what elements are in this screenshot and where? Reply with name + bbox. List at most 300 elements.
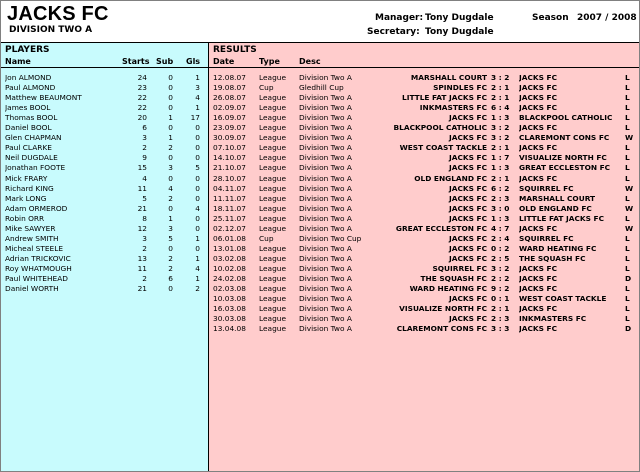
home-team: CLAREMONT CONS FC (396, 324, 487, 334)
match-competition: Division Two A (299, 143, 352, 153)
away-team: JACKS FC (519, 324, 557, 334)
away-team: JACKS FC (519, 83, 557, 93)
player-goals: 0 (195, 173, 200, 183)
match-competition: Division Two A (299, 163, 352, 173)
away-team: CLAREMONT CONS FC (519, 133, 610, 143)
player-name: Jon ALMOND (5, 73, 52, 82)
player-sub: 0 (168, 243, 173, 253)
result-row (209, 153, 639, 163)
player-row (1, 153, 208, 163)
home-team: JACKS FC (449, 183, 487, 193)
player-row (1, 174, 208, 184)
result-row (209, 184, 639, 194)
home-team: JACKS FC (449, 314, 487, 324)
player-starts: 4 (142, 173, 147, 183)
match-type: League (259, 213, 286, 223)
match-competition: Division Two A (299, 133, 352, 143)
player-sub: 0 (168, 83, 173, 93)
match-score: 2 : 1 (491, 143, 510, 153)
match-date: 11.11.07 (213, 193, 246, 203)
result-row (209, 224, 639, 234)
match-type: League (259, 253, 286, 263)
match-result: L (625, 294, 630, 304)
player-starts: 3 (142, 133, 147, 143)
match-type: Cup (259, 233, 274, 243)
player-row (1, 83, 208, 93)
match-competition: Gledhill Cup (299, 83, 344, 93)
result-row (209, 93, 639, 103)
player-name: Mick FRARY (5, 173, 48, 183)
player-row (1, 224, 208, 234)
match-date: 13.01.08 (213, 243, 246, 253)
match-result: L (625, 73, 630, 82)
result-row (209, 73, 639, 83)
match-type: League (259, 113, 286, 123)
match-result: W (625, 223, 634, 233)
player-starts: 8 (142, 213, 147, 223)
player-name: Daniel WORTH (5, 284, 59, 294)
player-sub: 6 (168, 274, 173, 283)
player-starts: 2 (142, 274, 147, 283)
away-team: BLACKPOOL CATHOLIC (519, 113, 613, 123)
player-goals: 0 (195, 133, 200, 143)
col-name: Name (5, 57, 31, 66)
match-competition: Division Two A (299, 73, 352, 82)
results-panel (209, 43, 639, 471)
player-starts: 21 (137, 284, 147, 294)
match-competition: Division Two A (299, 223, 352, 233)
match-score: 2 : 1 (491, 173, 510, 183)
col-starts: Starts (122, 57, 150, 66)
match-result: L (625, 103, 630, 113)
home-team: INKMASTERS FC (419, 103, 487, 113)
player-sub: 0 (168, 123, 173, 133)
match-type: League (259, 103, 286, 113)
player-starts: 22 (137, 103, 147, 113)
manager-value: Tony Dugdale (425, 13, 494, 23)
match-competition: Division Two A (299, 183, 352, 193)
away-team: VISUALIZE NORTH FC (519, 153, 607, 163)
result-row (209, 274, 639, 284)
home-team: JACKS FC (449, 203, 487, 213)
match-result: L (625, 153, 630, 163)
match-score: 1 : 7 (491, 153, 510, 163)
match-competition: Division Two A (299, 93, 352, 103)
player-goals: 0 (195, 153, 200, 163)
match-date: 28.10.07 (213, 173, 246, 183)
player-name: Adrian TRICKOVIC (5, 253, 71, 263)
manager-label: Manager: (375, 13, 424, 23)
home-team: GREAT ECCLESTON FC (395, 223, 487, 233)
player-row (1, 93, 208, 103)
player-goals: 1 (195, 73, 200, 82)
away-team: SQUIRREL FC (519, 183, 574, 193)
match-type: League (259, 203, 286, 213)
player-sub: 2 (168, 193, 173, 203)
player-goals: 0 (195, 223, 200, 233)
player-starts: 24 (137, 73, 147, 82)
home-team: JACKS FC (449, 153, 487, 163)
match-score: 6 : 4 (491, 103, 510, 113)
player-starts: 3 (142, 233, 147, 243)
match-result: L (625, 243, 630, 253)
home-team: JACKS FC (449, 253, 487, 263)
match-competition: Division Two A (299, 173, 352, 183)
match-result: L (625, 93, 630, 103)
away-team: JACKS FC (519, 103, 557, 113)
match-score: 2 : 1 (491, 93, 510, 103)
player-starts: 23 (137, 83, 147, 93)
home-team: THE SQUASH FC (420, 274, 487, 283)
match-date: 26.08.07 (213, 93, 246, 103)
match-competition: Division Two A (299, 314, 352, 324)
player-row (1, 194, 208, 204)
match-score: 2 : 3 (491, 314, 510, 324)
away-team: INKMASTERS FC (519, 314, 587, 324)
player-goals: 1 (195, 274, 200, 283)
match-competition: Division Two A (299, 284, 352, 294)
player-name: Richard KING (5, 183, 54, 193)
player-row (1, 133, 208, 143)
match-date: 02.12.07 (213, 223, 246, 233)
match-competition: Division Two A (299, 324, 352, 334)
player-name: Daniel BOOL (5, 123, 52, 133)
match-score: 2 : 1 (491, 304, 510, 314)
match-result: D (625, 274, 632, 283)
header (1, 1, 639, 43)
player-goals: 0 (195, 143, 200, 153)
match-type: League (259, 304, 286, 314)
match-date: 30.09.07 (213, 133, 246, 143)
player-goals: 0 (195, 123, 200, 133)
season-label: Season (532, 13, 569, 23)
player-row (1, 284, 208, 294)
player-name: Jonathan FOOTE (5, 163, 66, 173)
match-date: 24.02.08 (213, 274, 246, 283)
player-goals: 4 (195, 263, 200, 273)
player-sub: 3 (168, 163, 173, 173)
home-team: JACKS FC (449, 233, 487, 243)
player-goals: 4 (195, 93, 200, 103)
match-result: D (625, 324, 632, 334)
match-type: League (259, 123, 286, 133)
match-date: 30.03.08 (213, 314, 246, 324)
match-competition: Division Two A (299, 153, 352, 163)
away-team: GREAT ECCLESTON FC (519, 163, 611, 173)
match-type: League (259, 243, 286, 253)
player-sub: 1 (168, 133, 173, 143)
players-panel (1, 43, 209, 471)
match-result: L (625, 314, 630, 324)
col-sub: Sub (156, 57, 174, 66)
match-result: L (625, 263, 630, 273)
match-date: 25.11.07 (213, 213, 246, 223)
match-type: League (259, 143, 286, 153)
player-starts: 5 (142, 193, 147, 203)
player-name: Thomas BOOL (5, 113, 58, 123)
match-score: 2 : 5 (491, 253, 510, 263)
match-result: L (625, 123, 630, 133)
player-row (1, 163, 208, 173)
result-row (209, 113, 639, 123)
result-row (209, 83, 639, 93)
home-team: JACKS FC (449, 163, 487, 173)
match-date: 10.03.08 (213, 294, 246, 304)
player-row (1, 103, 208, 113)
match-competition: Division Two Cup (299, 233, 362, 243)
col-desc: Desc (299, 57, 321, 66)
match-score: 3 : 3 (491, 324, 510, 334)
player-starts: 13 (137, 253, 147, 263)
player-starts: 11 (137, 183, 147, 193)
result-row (209, 143, 639, 153)
home-team: WARD HEATING FC (409, 284, 487, 294)
away-team: JACKS FC (519, 274, 557, 283)
match-result: L (625, 284, 630, 294)
match-score: 2 : 1 (491, 83, 510, 93)
result-row (209, 234, 639, 244)
away-team: MARSHALL COURT (519, 193, 596, 203)
match-result: L (625, 304, 630, 314)
player-sub: 0 (168, 173, 173, 183)
match-date: 10.02.08 (213, 263, 246, 273)
player-starts: 11 (137, 263, 147, 273)
result-row (209, 174, 639, 184)
match-date: 12.08.07 (213, 73, 246, 82)
match-date: 16.03.08 (213, 304, 246, 314)
match-competition: Division Two A (299, 103, 352, 113)
match-competition: Division Two A (299, 123, 352, 133)
match-score: 6 : 2 (491, 183, 510, 193)
col-type: Type (259, 57, 280, 66)
result-row (209, 254, 639, 264)
match-date: 14.10.07 (213, 153, 246, 163)
player-name: James BOOL (5, 103, 51, 113)
away-team: JACKS FC (519, 173, 557, 183)
away-team: JACKS FC (519, 284, 557, 294)
match-type: League (259, 263, 286, 273)
match-score: 3 : 2 (491, 73, 510, 82)
match-result: L (625, 193, 630, 203)
match-date: 06.01.08 (213, 233, 246, 243)
player-starts: 20 (137, 113, 147, 123)
player-sub: 2 (168, 263, 173, 273)
match-date: 16.09.07 (213, 113, 246, 123)
away-team: OLD ENGLAND FC (519, 203, 592, 213)
match-competition: Division Two A (299, 213, 352, 223)
player-name: Micheal STEELE (5, 243, 63, 253)
match-date: 18.11.07 (213, 203, 246, 213)
player-row (1, 244, 208, 254)
match-type: League (259, 173, 286, 183)
away-team: LITTLE FAT JACKS FC (519, 213, 604, 223)
match-score: 1 : 3 (491, 213, 510, 223)
result-row (209, 314, 639, 324)
players-header-divider (1, 67, 208, 68)
match-date: 13.04.08 (213, 324, 246, 334)
match-result: L (625, 213, 630, 223)
match-score: 3 : 2 (491, 263, 510, 273)
match-result: L (625, 253, 630, 263)
match-competition: Division Two A (299, 304, 352, 314)
player-starts: 2 (142, 243, 147, 253)
result-row (209, 163, 639, 173)
player-sub: 2 (168, 143, 173, 153)
player-starts: 9 (142, 153, 147, 163)
away-team: WEST COAST TACKLE (519, 294, 607, 304)
match-type: League (259, 274, 286, 283)
player-name: Glen CHAPMAN (5, 133, 62, 143)
player-name: Paul ALMOND (5, 83, 56, 93)
match-result: L (625, 113, 630, 123)
match-date: 04.11.07 (213, 183, 246, 193)
secretary-label: Secretary: (367, 27, 420, 37)
player-goals: 1 (195, 253, 200, 263)
home-team: JACKS FC (449, 113, 487, 123)
match-result: W (625, 183, 634, 193)
match-score: 0 : 2 (491, 243, 510, 253)
player-sub: 3 (168, 223, 173, 233)
home-team: OLD ENGLAND FC (414, 173, 487, 183)
player-row (1, 274, 208, 284)
match-score: 1 : 3 (491, 163, 510, 173)
player-name: Roy WHATMOUGH (5, 263, 72, 273)
away-team: JACKS FC (519, 123, 557, 133)
away-team: JACKS FC (519, 73, 557, 82)
home-team: LITTLE FAT JACKS FC (402, 93, 487, 103)
player-row (1, 204, 208, 214)
match-date: 07.10.07 (213, 143, 246, 153)
result-row (209, 194, 639, 204)
match-score: 3 : 2 (491, 133, 510, 143)
home-team: JACKS FC (449, 243, 487, 253)
home-team: SPINDLES FC (433, 83, 487, 93)
match-date: 23.09.07 (213, 123, 246, 133)
result-row (209, 133, 639, 143)
player-row (1, 234, 208, 244)
match-type: League (259, 324, 286, 334)
player-goals: 0 (195, 193, 200, 203)
home-team: JACKS FC (449, 193, 487, 203)
player-row (1, 184, 208, 194)
home-team: MARSHALL COURT (410, 73, 487, 82)
match-score: 1 : 3 (491, 113, 510, 123)
player-row (1, 143, 208, 153)
match-type: League (259, 133, 286, 143)
match-score: 3 : 2 (491, 123, 510, 133)
player-starts: 2 (142, 143, 147, 153)
player-goals: 17 (190, 113, 200, 123)
result-row (209, 103, 639, 113)
match-date: 02.03.08 (213, 284, 246, 294)
result-row (209, 244, 639, 254)
match-result: L (625, 163, 630, 173)
match-score: 2 : 2 (491, 274, 510, 283)
player-name: Paul WHITEHEAD (5, 274, 68, 283)
player-sub: 0 (168, 103, 173, 113)
match-result: W (625, 203, 634, 213)
match-type: League (259, 314, 286, 324)
match-result: L (625, 83, 630, 93)
season-value: 2007 / 2008 (577, 13, 637, 23)
player-sub: 0 (168, 93, 173, 103)
match-competition: Division Two A (299, 294, 352, 304)
match-type: League (259, 284, 286, 294)
player-row (1, 264, 208, 274)
away-team: JACKS FC (519, 263, 557, 273)
home-team: JACKS FC (449, 294, 487, 304)
away-team: JACKS FC (519, 304, 557, 314)
player-name: Adam ORMEROD (5, 203, 68, 213)
player-name: Mike SAWYER (5, 223, 56, 233)
match-competition: Division Two A (299, 253, 352, 263)
player-goals: 0 (195, 183, 200, 193)
results-title: RESULTS (213, 45, 257, 55)
player-starts: 22 (137, 93, 147, 103)
match-competition: Division Two A (299, 193, 352, 203)
match-type: League (259, 183, 286, 193)
match-result: L (625, 143, 630, 153)
home-team: JACKS FC (449, 213, 487, 223)
player-row (1, 113, 208, 123)
match-result: L (625, 233, 630, 243)
match-date: 19.08.07 (213, 83, 246, 93)
match-date: 21.10.07 (213, 163, 246, 173)
player-starts: 12 (137, 223, 147, 233)
away-team: WARD HEATING FC (519, 243, 597, 253)
player-starts: 21 (137, 203, 147, 213)
match-type: League (259, 73, 286, 82)
away-team: JACKS FC (519, 223, 557, 233)
col-gls: Gls (186, 57, 201, 66)
player-goals: 1 (195, 233, 200, 243)
player-name: Paul CLARKE (5, 143, 52, 153)
match-result: W (625, 133, 634, 143)
results-header-divider (209, 67, 639, 68)
player-name: Andrew SMITH (5, 233, 59, 243)
away-team: JACKS FC (519, 93, 557, 103)
match-type: League (259, 193, 286, 203)
player-starts: 6 (142, 123, 147, 133)
player-sub: 1 (168, 213, 173, 223)
player-sub: 4 (168, 183, 173, 193)
player-name: Mark LONG (5, 193, 47, 203)
match-score: 0 : 1 (491, 294, 510, 304)
result-row (209, 264, 639, 274)
secretary-value: Tony Dugdale (425, 27, 494, 37)
result-row (209, 204, 639, 214)
match-score: 2 : 3 (491, 193, 510, 203)
players-title: PLAYERS (5, 45, 50, 55)
division-name: DIVISION TWO A (9, 25, 93, 35)
player-row (1, 123, 208, 133)
match-date: 02.09.07 (213, 103, 246, 113)
home-team: BLACKPOOL CATHOLIC (393, 123, 487, 133)
player-starts: 15 (137, 163, 147, 173)
match-competition: Division Two A (299, 274, 352, 283)
player-goals: 4 (195, 203, 200, 213)
match-competition: Division Two A (299, 203, 352, 213)
away-team: JACKS FC (519, 143, 557, 153)
player-goals: 5 (195, 163, 200, 173)
result-row (209, 304, 639, 314)
result-row (209, 284, 639, 294)
player-row (1, 214, 208, 224)
match-type: League (259, 294, 286, 304)
match-competition: Division Two A (299, 243, 352, 253)
player-goals: 1 (195, 103, 200, 113)
match-date: 03.02.08 (213, 253, 246, 263)
